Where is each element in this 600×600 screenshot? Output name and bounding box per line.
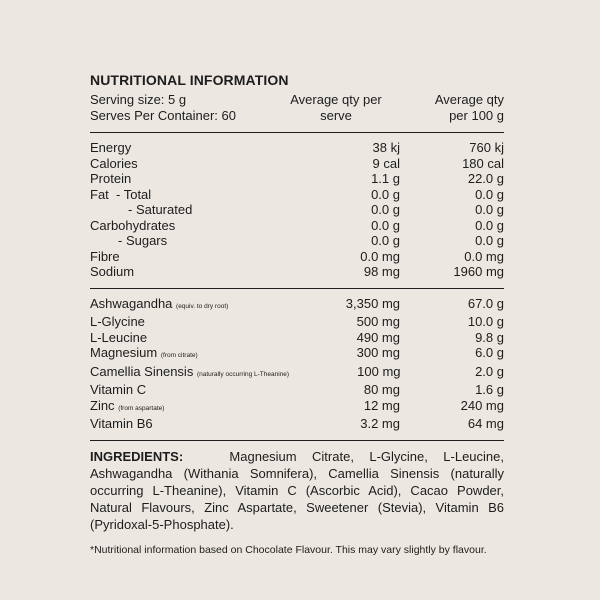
nutrient-per100: 1960 mg: [453, 264, 504, 279]
active-per100: 240 mg: [460, 397, 504, 413]
nutrient-name: Sodium: [90, 264, 135, 279]
active-name-cell: [90, 398, 288, 417]
active-note: (naturally occurring L-Theanine): [196, 370, 290, 378]
active-row: [90, 345, 504, 364]
active-name: Camellia Sinensis: [90, 363, 194, 379]
nutrient-row: [90, 187, 504, 203]
active-name-cell: [90, 382, 288, 398]
divider: [90, 440, 504, 441]
active-name: Vitamin C: [90, 382, 147, 397]
nutrient-per100: 760 kj: [469, 140, 504, 155]
nutrient-per100: 180 cal: [462, 155, 504, 171]
nutrient-serve: 0.0 mg: [360, 248, 400, 264]
column-header-100g: [392, 92, 504, 124]
nutrient-serve: 1.1 g: [371, 171, 400, 186]
nutrient-name: - Sugars: [118, 233, 168, 248]
nutrient-per100: 0.0 g: [475, 233, 504, 248]
column-header-100g-line2: per 100 g: [449, 108, 504, 123]
active-per100: 1.6 g: [475, 382, 504, 397]
nutrient-row: [90, 156, 504, 172]
nutrient-name: Fibre: [90, 248, 120, 264]
nutrient-row: [90, 171, 504, 187]
active-row: [90, 382, 504, 398]
serves-per-container: Serves Per Container: 60: [90, 108, 236, 123]
active-row: [90, 416, 504, 432]
nutrient-serve: 0.0 g: [371, 202, 400, 217]
active-per100: 6.0 g: [475, 345, 504, 360]
column-header-serve-line1: Average qty per: [290, 92, 382, 107]
active-serve: 490 mg: [356, 329, 400, 345]
divider: [90, 288, 504, 289]
nutrient-name: Fat - Total: [90, 186, 152, 202]
active-row: [90, 364, 504, 383]
nutrient-name: - Saturated: [128, 202, 193, 217]
column-header-serve: [280, 92, 392, 124]
nutrient-name: Energy: [90, 140, 132, 155]
active-name-cell: [90, 330, 288, 346]
active-name-cell: [90, 296, 288, 315]
nutrient-row: [90, 202, 504, 218]
nutrient-row: [90, 218, 504, 234]
divider: [90, 132, 504, 133]
nutrient-row: [90, 249, 504, 265]
active-note: (equiv. to dry root): [176, 302, 229, 310]
active-serve: 500 mg: [356, 314, 400, 329]
active-name: Ashwagandha: [90, 295, 173, 311]
nutrient-per100: 0.0 g: [475, 202, 504, 217]
column-header-serve-line2: serve: [320, 108, 352, 123]
nutrient-serve: 98 mg: [363, 264, 400, 279]
nutrients-table: [90, 140, 504, 280]
nutrient-serve: 0.0 g: [371, 186, 400, 202]
column-header-100g-line1: Average qty: [434, 92, 504, 107]
active-per100: 64 mg: [467, 416, 504, 431]
actives-table: [90, 296, 504, 432]
active-per100: 10.0 g: [467, 314, 504, 329]
active-serve: 100 mg: [357, 363, 401, 379]
active-name: Magnesium: [90, 345, 158, 360]
active-per100: 2.0 g: [475, 363, 504, 379]
nutrient-per100: 0.0 g: [475, 217, 504, 233]
active-name-cell: [90, 345, 288, 364]
table-header: [90, 92, 504, 124]
active-per100: 9.8 g: [475, 329, 504, 345]
nutrient-per100: 0.0 g: [475, 186, 504, 202]
nutrient-serve: 0.0 g: [371, 217, 400, 233]
active-serve: 80 mg: [363, 382, 400, 397]
serving-info: [90, 92, 280, 124]
active-note: (from aspartate): [118, 404, 165, 412]
active-name: Vitamin B6: [90, 416, 153, 431]
ingredients-label: INGREDIENTS:: [90, 448, 184, 464]
active-serve: 12 mg: [363, 397, 400, 413]
nutrient-name: Carbohydrates: [90, 217, 176, 233]
active-name: Zinc: [90, 397, 115, 413]
nutrient-row: [90, 264, 504, 280]
ingredients-paragraph: [90, 448, 504, 533]
active-serve: 3,350 mg: [345, 295, 400, 311]
serving-size: Serving size: 5 g: [90, 92, 187, 107]
active-row: [90, 314, 504, 330]
nutrient-name: Protein: [90, 171, 132, 186]
ingredients-text: Magnesium Citrate, L-Glycine, L-Leucine, Ashwagandha (Withania Somnifera), Camellia Sinensis (naturally occurring L-Theanine), Vitamin C (Ascorbic Acid), Cacao Powder, Natural Flavours, Zinc Aspartate, Sweetener (Stevia), Vitamin B6 (Pyridoxal-5-Phosphate).: [90, 448, 504, 532]
nutrient-serve: 38 kj: [372, 140, 400, 155]
active-serve: 300 mg: [356, 345, 400, 360]
nutrient-name: Calories: [90, 155, 138, 171]
active-serve: 3.2 mg: [360, 416, 400, 431]
footnote: *Nutritional information based on Chocolate Flavour. This may vary slightly by flavour.: [90, 543, 487, 556]
nutrition-panel: [90, 72, 504, 556]
nutrient-serve: 0.0 g: [371, 233, 400, 248]
active-note: (from citrate): [160, 352, 198, 359]
active-name: L-Glycine: [90, 314, 145, 329]
active-name-cell: [90, 314, 288, 330]
active-name-cell: [90, 364, 289, 383]
active-name: L-Leucine: [90, 329, 148, 345]
active-name-cell: [90, 416, 288, 432]
active-row: [90, 296, 504, 315]
nutrient-row: [90, 140, 504, 156]
active-per100: 67.0 g: [467, 295, 504, 311]
nutrient-row: [90, 233, 504, 249]
active-row: [90, 398, 504, 417]
nutrient-serve: 9 cal: [372, 155, 400, 171]
nutrient-per100: 22.0 g: [467, 171, 504, 186]
nutrient-per100: 0.0 mg: [464, 248, 504, 264]
panel-title: NUTRITIONAL INFORMATION: [90, 72, 289, 88]
active-row: [90, 330, 504, 346]
